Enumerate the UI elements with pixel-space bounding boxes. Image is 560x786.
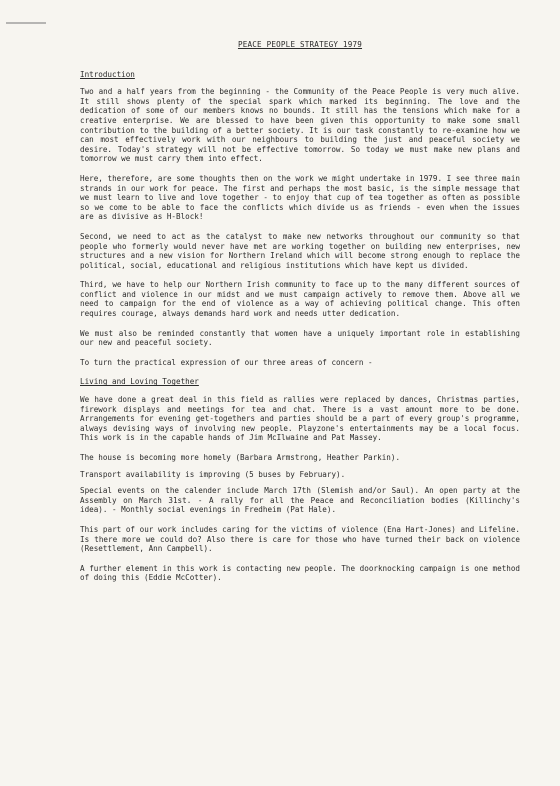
section-living-and-loving-together	[80, 377, 520, 583]
paragraph: Second, we need to act as the catalyst to make new networks throughout our community so that people who formerly would never have met are working together on building new enterprises, new structures and a new vision for Northern Ireland which will become strong enough to replace the political, social, educational and religious institutions which have kept us divided.	[80, 231, 520, 270]
document-title: PEACE PEOPLE STRATEGY 1979	[237, 40, 363, 49]
paragraph: This part of our work includes caring for the victims of violence (Ena Hart-Jones) and Lifeline. Is there more we could do? Also there is care for those who have turned their back on violence (Resettlement, Ann Campbell).	[80, 524, 520, 554]
paragraph: Two and a half years from the beginning - the Community of the Peace People is very much alive. It still shows plenty of the special spark which marked its beginning. The love and the dedication of some of our members knows no bounds. It still has the tensions which make for a creative enterprise. We are blessed to have been given this opportunity to make some small contribution to the building of a better society. It is our task constantly to re-examine how we can most effectively work with our neighbours to building the just and peaceful society we desire. Today's strategy will not be effective tomorrow. So today we must make new plans and tomorrow we must carry them into effect.	[80, 87, 520, 164]
paragraph: Third, we have to help our Northern Irish community to face up to the many different sources of conflict and violence in our midst and we must campaign actively to remove them. Above all we need to campaign for the end of violence as a way of achieving political change. This often requires courage, always demands hard work and needs utter dedication.	[80, 280, 520, 319]
document-body	[80, 40, 520, 593]
paragraph: A further element in this work is contacting new people. The doorknocking campaign is one method of doing this (Eddie McCotter).	[80, 563, 520, 583]
section-introduction	[80, 70, 520, 368]
paragraph: Here, therefore, are some thoughts then on the work we might undertake in 1979. I see three main strands in our work for peace. The first and perhaps the most basic, is the simple message that we must learn to live and love together - to enjoy that cup of tea together as often as possible so we come to be able to face the conflicts which divide us as friends - even when the issues are as divisive as H-Block!	[80, 173, 520, 222]
ink-mark	[6, 22, 46, 24]
paragraph: To turn the practical expression of our three areas of concern -	[80, 357, 373, 367]
paragraph: Special events on the calender include March 17th (Slemish and/or Saul). An open party at the Assembly on March 31st. - A rally for all the Peace and Reconciliation bodies (Killinchy's idea). - Monthly social evenings in Fredheim (Pat Hale).	[80, 486, 520, 515]
paragraph: The house is becoming more homely (Barbara Armstrong, Heather Parkin).	[80, 453, 401, 462]
paragraph: Transport availability is improving (5 buses by February).	[80, 469, 346, 479]
paragraph: We have done a great deal in this field as rallies were replaced by dances, Christmas parties, firework displays and meetings for tea and chat. There is a vast amount more to be done. Arrangements for evening get-togethers and parties should be a part of every group's programme, always devising ways of involving new people. Playzone's entertainments may be a local focus. This work is in the capable hands of Jim McIlwaine and Pat Massey.	[80, 395, 520, 443]
section-heading: Living and Loving Together	[80, 377, 199, 387]
section-heading: Introduction	[80, 69, 135, 79]
paragraph: We must also be reminded constantly that women have a uniquely important role in establishing our new and peaceful society.	[80, 328, 520, 348]
